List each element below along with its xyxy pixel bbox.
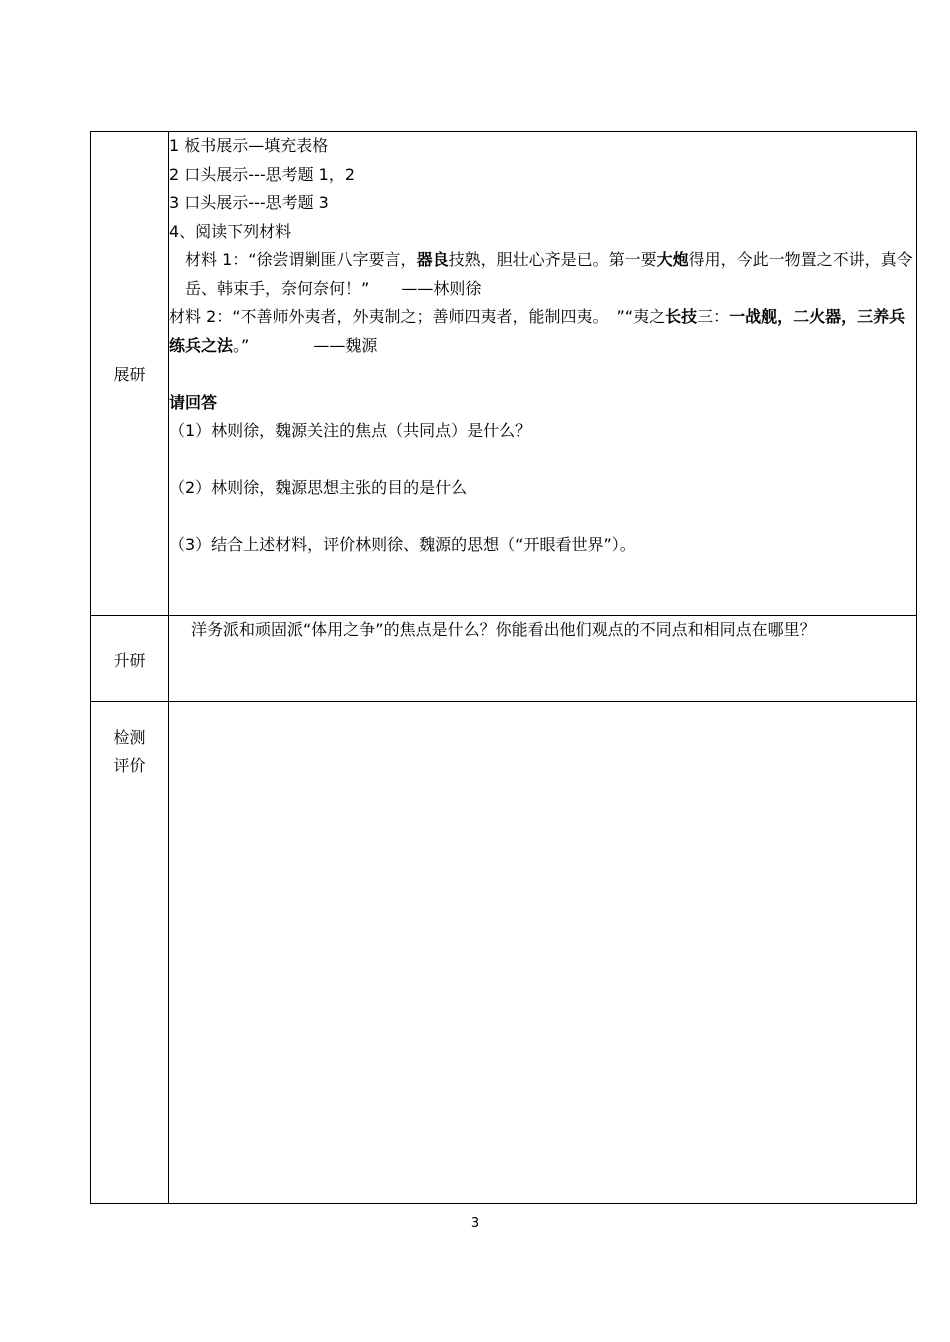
zhanyan-content — [169, 132, 917, 616]
material-1 — [169, 246, 916, 303]
label-jiance-line2: 评价 — [113, 756, 146, 775]
question-2: （2）林则徐，魏源思想主张的目的是什么 — [169, 478, 468, 497]
answer-heading — [169, 389, 916, 418]
material-2-author: ——魏源 — [313, 335, 378, 355]
page-number: 3 — [470, 1216, 480, 1231]
row-zhanyan — [91, 132, 917, 616]
jiance-content — [169, 702, 917, 1204]
question-1: （1）林则徐，魏源关注的焦点（共同点）是什么？ — [169, 421, 532, 440]
material-2-bold-list: 一战舰，二火器，三养兵练兵之法 — [169, 307, 906, 355]
spacer — [169, 503, 916, 532]
row-label-cell — [91, 616, 169, 702]
row-label-cell — [91, 132, 169, 616]
spacer — [169, 360, 916, 389]
material-2 — [169, 303, 916, 360]
label-zhanyan: 展研 — [113, 365, 146, 384]
shengyan-content — [169, 616, 917, 702]
material-1-bold-qiliang: 器良 — [416, 250, 449, 269]
label-shengyan: 升研 — [113, 651, 146, 670]
material-2-mid1: 三： — [697, 307, 730, 326]
row-shengyan — [91, 616, 917, 702]
answer-heading-text: 请回答 — [169, 392, 218, 412]
item-1: 1 板书展示—填充表格 — [169, 136, 329, 155]
spacer — [169, 446, 916, 475]
material-1-mid2: 得用，今此一物置之不讲，真令岳、韩束手，奈何奈何！” — [185, 250, 913, 298]
material-2-prefix: 材料 2：“不善师外夷者，外夷制之；善师四夷者，能制四夷。 ”“夷之 — [169, 307, 666, 326]
material-1-author: ——林则徐 — [401, 278, 482, 298]
material-1-bold-dapao: 大炮 — [656, 250, 689, 269]
item-2: 2 口头展示---思考题 1，2 — [169, 164, 356, 184]
row-label-cell — [91, 702, 169, 1204]
material-2-bold-changji: 长技 — [665, 307, 698, 326]
material-1-mid1: 技熟，胆壮心齐是已。第一要 — [448, 250, 657, 269]
material-2-suffix: 。” — [233, 335, 250, 355]
lesson-table — [90, 131, 917, 1204]
shengyan-text: 洋务派和顽固派“体用之争”的焦点是什么？你能看出他们观点的不同点和相同点在哪里？ — [191, 620, 816, 639]
item-4: 4、阅读下列材料 — [169, 221, 292, 241]
item-3: 3 口头展示---思考题 3 — [169, 193, 329, 212]
row-jiance — [91, 702, 917, 1204]
label-jiance — [91, 702, 168, 780]
question-3: （3）结合上述材料，评价林则徐、魏源的思想（“开眼看世界”）。 — [169, 535, 636, 554]
material-1-prefix: 材料 1：“徐尝谓剿匪八字要言， — [185, 250, 417, 269]
label-jiance-line1: 检测 — [113, 728, 146, 747]
